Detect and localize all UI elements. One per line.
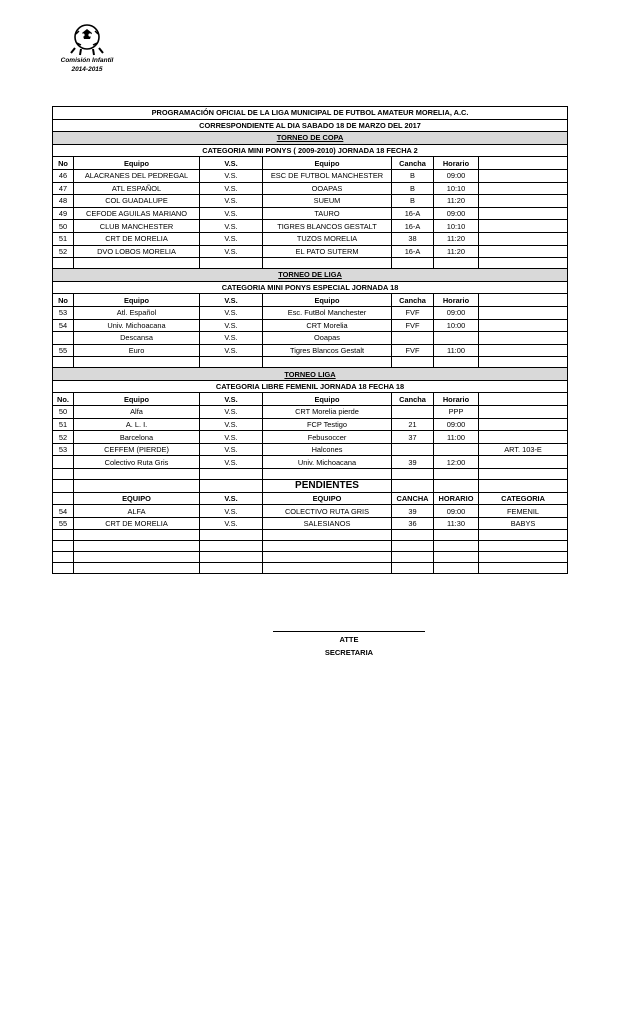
table-row-cell: 11:30	[434, 517, 479, 530]
table-row-cell: OOAPAS	[263, 182, 392, 195]
section2-tournament: TORNEO DE LIGA	[53, 269, 568, 282]
table-row-cell: 09:00	[434, 169, 479, 182]
empty-cell	[200, 541, 263, 552]
table-row-cell: 39	[392, 456, 434, 469]
table-row-cell	[53, 332, 74, 345]
section1-header-cell: Equipo	[263, 157, 392, 170]
table-row-cell	[479, 319, 568, 332]
table-row-cell: PPP	[434, 406, 479, 419]
empty-cell	[200, 357, 263, 368]
table-row-cell: 49	[53, 207, 74, 220]
section2-category: CATEGORIA MINI PONYS ESPECIAL JORNADA 18	[53, 281, 568, 294]
table-row-cell: 16-A	[392, 220, 434, 233]
table-row-cell: SALESIANOS	[263, 517, 392, 530]
table-row-cell: SUEUM	[263, 195, 392, 208]
table-row-cell: COLECTIVO RUTA GRIS	[263, 505, 392, 518]
table-row-cell: 12:00	[434, 456, 479, 469]
empty-cell	[263, 469, 392, 480]
table-row-cell: V.S.	[200, 505, 263, 518]
section1-header-cell: No	[53, 157, 74, 170]
empty-cell	[479, 563, 568, 574]
table-row-cell: Univ. Michoacana	[74, 319, 200, 332]
table-row	[53, 443, 568, 456]
table-row-cell: 47	[53, 182, 74, 195]
blank-row	[53, 552, 568, 563]
table-row-cell: ESC DE FUTBOL MANCHESTER	[263, 169, 392, 182]
table-row-cell: 11:00	[434, 431, 479, 444]
table-row-cell	[479, 182, 568, 195]
empty-cell	[434, 480, 479, 493]
table-row-cell: ALFA	[74, 505, 200, 518]
table-row-cell: B	[392, 169, 434, 182]
blank-row	[53, 258, 568, 269]
signature-line	[273, 631, 425, 632]
table-row	[53, 517, 568, 530]
section3-tournament: TORNEO LIGA	[53, 368, 568, 381]
empty-cell	[263, 530, 392, 541]
empty-cell	[200, 530, 263, 541]
blank-row	[53, 541, 568, 552]
empty-cell	[263, 357, 392, 368]
table-row-cell: V.S.	[200, 332, 263, 345]
table-row	[53, 406, 568, 419]
section3-header-cell: Horario	[434, 393, 479, 406]
empty-cell	[200, 563, 263, 574]
empty-cell	[74, 357, 200, 368]
table-row-cell: 10:10	[434, 182, 479, 195]
signature-role: SECRETARIA	[324, 648, 374, 657]
table-row-cell	[479, 207, 568, 220]
table-row-cell: 52	[53, 431, 74, 444]
table-row-cell: 46	[53, 169, 74, 182]
empty-cell	[263, 552, 392, 563]
table-row-cell: 21	[392, 418, 434, 431]
table-row-cell: BABYS	[479, 517, 568, 530]
empty-cell	[479, 480, 568, 493]
table-row-cell: FCP Testigo	[263, 418, 392, 431]
title-row	[53, 107, 568, 120]
section3-category-row	[53, 380, 568, 393]
table-row-cell: Univ. Michoacana	[263, 456, 392, 469]
empty-cell	[74, 530, 200, 541]
empty-cell	[392, 552, 434, 563]
table-row-cell: COL GUADALUPE	[74, 195, 200, 208]
table-row-cell: TUZOS MORELIA	[263, 232, 392, 245]
table-row-cell	[53, 456, 74, 469]
blank-row	[53, 469, 568, 480]
section1-header-cell: Equipo	[74, 157, 200, 170]
section2-header-cell: Cancha	[392, 294, 434, 307]
table-row-cell: 09:00	[434, 306, 479, 319]
pending-header-cell: EQUIPO	[263, 492, 392, 505]
table-row-cell: FVF	[392, 319, 434, 332]
table-row-cell: B	[392, 195, 434, 208]
section3-category: CATEGORIA LIBRE FEMENIL JORNADA 18 FECHA 18	[53, 380, 568, 393]
table-row	[53, 245, 568, 258]
table-row-cell: 55	[53, 344, 74, 357]
table-row-cell: V.S.	[200, 220, 263, 233]
table-row-cell	[479, 195, 568, 208]
table-row-cell: 37	[392, 431, 434, 444]
table-row-cell: 52	[53, 245, 74, 258]
table-row-cell: B	[392, 182, 434, 195]
section3-header-cell: Equipo	[263, 393, 392, 406]
table-row-cell	[479, 456, 568, 469]
empty-cell	[53, 530, 74, 541]
table-row-cell: Halcones	[263, 443, 392, 456]
table-row-cell: 50	[53, 406, 74, 419]
empty-cell	[434, 258, 479, 269]
page-subtitle: CORRESPONDIENTE AL DIA SABADO 18 DE MARZO DEL 2017	[53, 119, 568, 132]
table-row-cell	[479, 418, 568, 431]
empty-cell	[74, 541, 200, 552]
table-row-cell: Descansa	[74, 332, 200, 345]
table-row-cell: CEFFEM (PIERDE)	[74, 443, 200, 456]
empty-cell	[392, 480, 434, 493]
table-row-cell: 09:00	[434, 418, 479, 431]
table-row-cell: V.S.	[200, 169, 263, 182]
empty-cell	[74, 563, 200, 574]
section3-header	[53, 393, 568, 406]
signature-atte: ATTE	[339, 635, 359, 644]
schedule-table	[52, 106, 568, 574]
section3-header-cell: V.S.	[200, 393, 263, 406]
table-row	[53, 319, 568, 332]
table-row	[53, 431, 568, 444]
table-row-cell: V.S.	[200, 232, 263, 245]
table-row-cell: CRT DE MORELIA	[74, 232, 200, 245]
table-row-cell: V.S.	[200, 443, 263, 456]
empty-cell	[74, 469, 200, 480]
table-row-cell: V.S.	[200, 182, 263, 195]
empty-cell	[53, 469, 74, 480]
section2-header-cell: No	[53, 294, 74, 307]
table-row-cell: V.S.	[200, 195, 263, 208]
table-row-cell	[479, 220, 568, 233]
table-row-cell	[479, 169, 568, 182]
table-row	[53, 505, 568, 518]
table-row-cell	[479, 245, 568, 258]
section2-header-cell: V.S.	[200, 294, 263, 307]
table-row	[53, 306, 568, 319]
empty-cell	[434, 357, 479, 368]
table-row-cell: V.S.	[200, 344, 263, 357]
empty-cell	[53, 357, 74, 368]
logo-line-2: 2014-2015	[71, 65, 103, 73]
section1-category: CATEGORIA MINI PONYS ( 2009-2010) JORNADA 18 FECHA 2	[53, 144, 568, 157]
section3-header-cell: Equipo	[74, 393, 200, 406]
table-row-cell: CRT Morelia	[263, 319, 392, 332]
empty-cell	[263, 258, 392, 269]
table-row-cell: 11:00	[434, 344, 479, 357]
table-row-cell: 16-A	[392, 245, 434, 258]
empty-cell	[479, 541, 568, 552]
section1-category-row	[53, 144, 568, 157]
pending-title: PENDIENTES	[263, 480, 392, 493]
empty-cell	[479, 258, 568, 269]
pending-header-cell: EQUIPO	[74, 492, 200, 505]
table-row	[53, 232, 568, 245]
blank-row	[53, 357, 568, 368]
table-row	[53, 220, 568, 233]
table-row-cell: 51	[53, 232, 74, 245]
table-row-cell: Euro	[74, 344, 200, 357]
empty-cell	[434, 563, 479, 574]
table-row	[53, 332, 568, 345]
section3-header-cell: No.	[53, 393, 74, 406]
table-row	[53, 207, 568, 220]
empty-cell	[263, 563, 392, 574]
table-row-cell	[479, 406, 568, 419]
empty-cell	[53, 563, 74, 574]
table-row-cell: 50	[53, 220, 74, 233]
empty-cell	[392, 530, 434, 541]
table-row	[53, 344, 568, 357]
pending-header-cell: HORARIO	[434, 492, 479, 505]
table-row-cell: CRT Morelia pierde	[263, 406, 392, 419]
table-row-cell: TIGRES BLANCOS GESTALT	[263, 220, 392, 233]
empty-cell	[434, 530, 479, 541]
section1-header	[53, 157, 568, 170]
section1-header-cell	[479, 157, 568, 170]
table-row-cell: FEMENIL	[479, 505, 568, 518]
pending-header-cell: V.S.	[200, 492, 263, 505]
empty-cell	[434, 541, 479, 552]
empty-cell	[53, 480, 74, 493]
table-row-cell	[479, 431, 568, 444]
table-row-cell: ATL ESPAÑOL	[74, 182, 200, 195]
table-row-cell: 51	[53, 418, 74, 431]
empty-cell	[434, 469, 479, 480]
table-row-cell	[479, 232, 568, 245]
section3-header-cell	[479, 393, 568, 406]
table-row-cell: V.S.	[200, 418, 263, 431]
table-row-cell: DVO LOBOS MORELIA	[74, 245, 200, 258]
section3-tournament-row	[53, 368, 568, 381]
empty-cell	[479, 552, 568, 563]
table-row-cell: 11:20	[434, 245, 479, 258]
page-title: PROGRAMACIÓN OFICIAL DE LA LIGA MUNICIPAL DE FUTBOL AMATEUR MORELIA, A.C.	[53, 107, 568, 120]
empty-cell	[200, 469, 263, 480]
section1-tournament: TORNEO DE COPA	[53, 132, 568, 145]
table-row-cell: V.S.	[200, 306, 263, 319]
table-row-cell	[392, 332, 434, 345]
table-row-cell	[479, 306, 568, 319]
section2-header-cell: Equipo	[263, 294, 392, 307]
empty-cell	[53, 258, 74, 269]
table-row-cell: Febusoccer	[263, 431, 392, 444]
empty-cell	[53, 541, 74, 552]
section1-header-cell: V.S.	[200, 157, 263, 170]
empty-cell	[74, 552, 200, 563]
table-row-cell: V.S.	[200, 319, 263, 332]
empty-cell	[200, 480, 263, 493]
table-row-cell: A. L. I.	[74, 418, 200, 431]
table-row-cell: Colectivo Ruta Gris	[74, 456, 200, 469]
logo	[52, 22, 122, 73]
table-row-cell: 48	[53, 195, 74, 208]
section1-header-cell: Horario	[434, 157, 479, 170]
table-row-cell: 10:10	[434, 220, 479, 233]
table-row	[53, 195, 568, 208]
pending-header	[53, 492, 568, 505]
section1-tournament-row	[53, 132, 568, 145]
table-row-cell: 54	[53, 319, 74, 332]
empty-cell	[392, 469, 434, 480]
table-row-cell: Barcelona	[74, 431, 200, 444]
empty-cell	[74, 480, 200, 493]
table-row-cell: V.S.	[200, 406, 263, 419]
table-row-cell: FVF	[392, 306, 434, 319]
empty-cell	[392, 357, 434, 368]
empty-cell	[200, 258, 263, 269]
section2-header-cell: Equipo	[74, 294, 200, 307]
table-row-cell: 11:20	[434, 195, 479, 208]
table-row-cell: 09:00	[434, 505, 479, 518]
empty-cell	[479, 357, 568, 368]
table-row-cell: EL PATO SUTERM	[263, 245, 392, 258]
empty-cell	[392, 541, 434, 552]
empty-cell	[392, 563, 434, 574]
table-row	[53, 169, 568, 182]
pending-header-cell	[53, 492, 74, 505]
table-row-cell	[434, 443, 479, 456]
table-row	[53, 456, 568, 469]
pending-header-cell: CANCHA	[392, 492, 434, 505]
table-row-cell	[434, 332, 479, 345]
table-row-cell: TAURO	[263, 207, 392, 220]
table-row-cell: 09:00	[434, 207, 479, 220]
table-row-cell: Atl. Español	[74, 306, 200, 319]
table-row-cell: CLUB MANCHESTER	[74, 220, 200, 233]
empty-cell	[434, 552, 479, 563]
table-row-cell	[392, 443, 434, 456]
soccer-ball-mascot-icon	[67, 22, 107, 56]
table-row-cell: CEFODE AGUILAS MARIANO	[74, 207, 200, 220]
table-row-cell	[479, 332, 568, 345]
table-row-cell: Alfa	[74, 406, 200, 419]
blank-row	[53, 530, 568, 541]
table-row-cell: Esc. FutBol Manchester	[263, 306, 392, 319]
subtitle-row	[53, 119, 568, 132]
logo-line-1: Comisión Infantil	[60, 57, 114, 64]
section2-header-cell	[479, 294, 568, 307]
empty-cell	[200, 552, 263, 563]
table-row-cell: 39	[392, 505, 434, 518]
section2-category-row	[53, 281, 568, 294]
table-row	[53, 418, 568, 431]
table-row-cell: 38	[392, 232, 434, 245]
table-row-cell: 10:00	[434, 319, 479, 332]
table-row-cell: 54	[53, 505, 74, 518]
empty-cell	[74, 258, 200, 269]
table-row-cell: ART. 103-E	[479, 443, 568, 456]
table-row-cell: 36	[392, 517, 434, 530]
empty-cell	[479, 530, 568, 541]
table-row-cell: V.S.	[200, 431, 263, 444]
section3-header-cell: Cancha	[392, 393, 434, 406]
table-row	[53, 182, 568, 195]
empty-cell	[479, 469, 568, 480]
table-row-cell: V.S.	[200, 207, 263, 220]
empty-cell	[263, 541, 392, 552]
table-row-cell: V.S.	[200, 245, 263, 258]
table-row-cell: CRT DE MORELIA	[74, 517, 200, 530]
table-row-cell: Ooapas	[263, 332, 392, 345]
table-row-cell: FVF	[392, 344, 434, 357]
section2-header	[53, 294, 568, 307]
section2-tournament-row	[53, 269, 568, 282]
table-row-cell: V.S.	[200, 456, 263, 469]
blank-row	[53, 563, 568, 574]
section2-header-cell: Horario	[434, 294, 479, 307]
table-row-cell: Tigres Blancos Gestalt	[263, 344, 392, 357]
empty-cell	[53, 552, 74, 563]
table-row-cell: 53	[53, 443, 74, 456]
table-row-cell: 11:20	[434, 232, 479, 245]
empty-cell	[392, 258, 434, 269]
table-row-cell: 55	[53, 517, 74, 530]
table-row-cell: V.S.	[200, 517, 263, 530]
pending-title-row	[53, 480, 568, 493]
table-row-cell: ALACRANES DEL PEDREGAL	[74, 169, 200, 182]
table-row-cell	[479, 344, 568, 357]
table-row-cell: 16-A	[392, 207, 434, 220]
table-row-cell: 53	[53, 306, 74, 319]
section1-header-cell: Cancha	[392, 157, 434, 170]
pending-header-cell: CATEGORIA	[479, 492, 568, 505]
table-row-cell	[392, 406, 434, 419]
